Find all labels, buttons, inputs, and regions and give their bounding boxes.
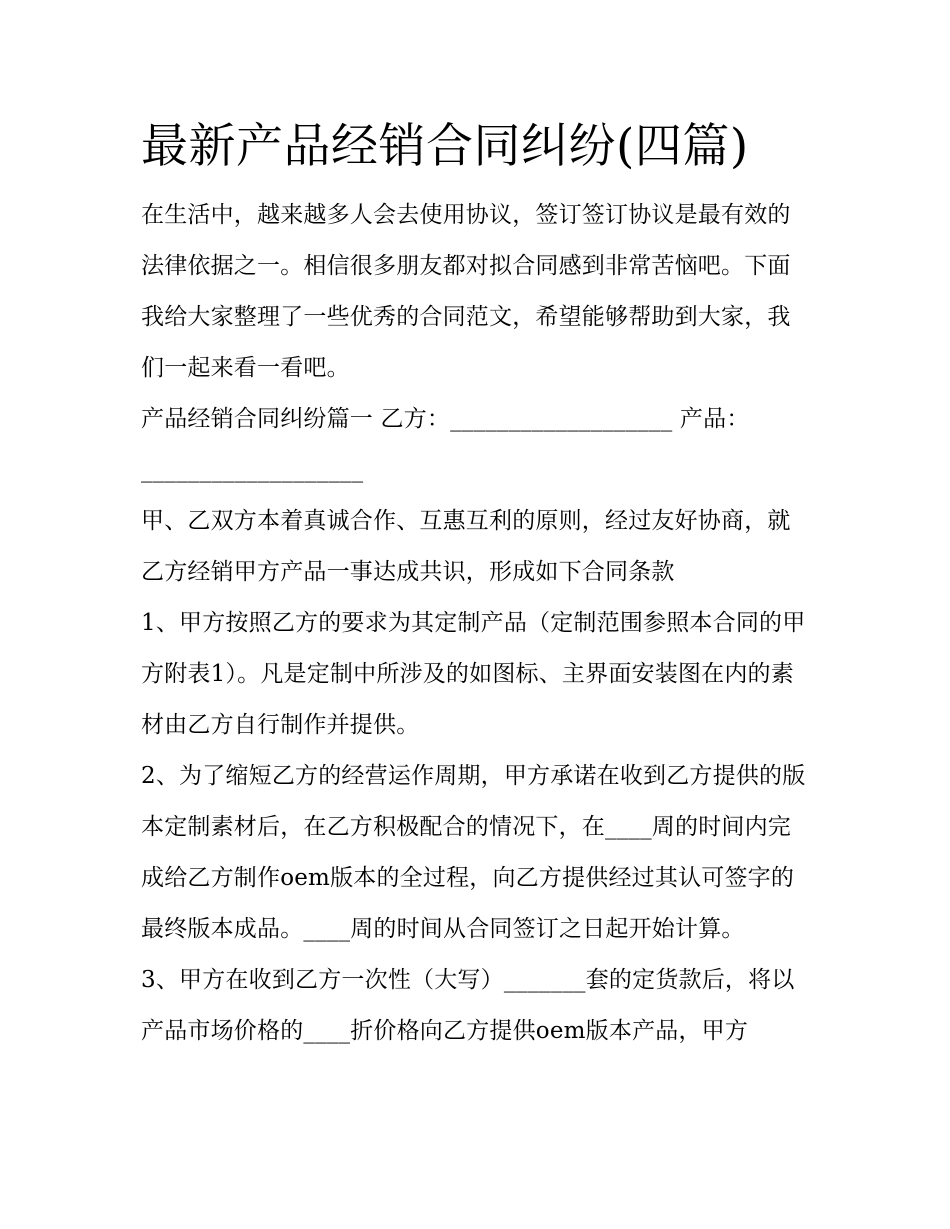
clause-1: 1、甲方按照乙方的要求为其定制产品（定制范围参照本合同的甲方附表1）。凡是定制中所涉及的如图标、主界面安装图在内的素材由乙方自行制作并提供。 xyxy=(141,610,806,738)
contract-header-line: 产品经销合同纠纷篇一 乙方：___________________ 产品：___________________ xyxy=(141,406,750,483)
preamble-paragraph: 甲、乙双方本着真诚合作、互惠互利的原则，经过友好协商，就乙方经销甲方产品一事达成共识，形成如下合同条款 xyxy=(141,508,791,585)
document-body xyxy=(141,112,813,1057)
intro-paragraph: 在生活中，越来越多人会去使用协议，签订签订协议是最有效的法律依据之一。相信很多朋友都对拟合同感到非常苦恼吧。下面我给大家整理了一些优秀的合同范文，希望能够帮助到大家，我们一起来看一看吧。 xyxy=(141,202,791,381)
clause-2: 2、为了缩短乙方的经营运作周期，甲方承诺在收到乙方提供的版本定制素材后，在乙方积极配合的情况下，在____周的时间内完成给乙方制作oem版本的全过程，向乙方提供经过其认可签字的最终版本成品。____周的时间从合同签订之日起开始计算。 xyxy=(141,763,806,942)
clause-3: 3、甲方在收到乙方一次性（大写）_______套的定货款后，将以产品市场价格的____折价格向乙方提供oem版本产品，甲方 xyxy=(141,967,795,1044)
document-title: 最新产品经销合同纠纷(四篇) xyxy=(141,119,749,174)
